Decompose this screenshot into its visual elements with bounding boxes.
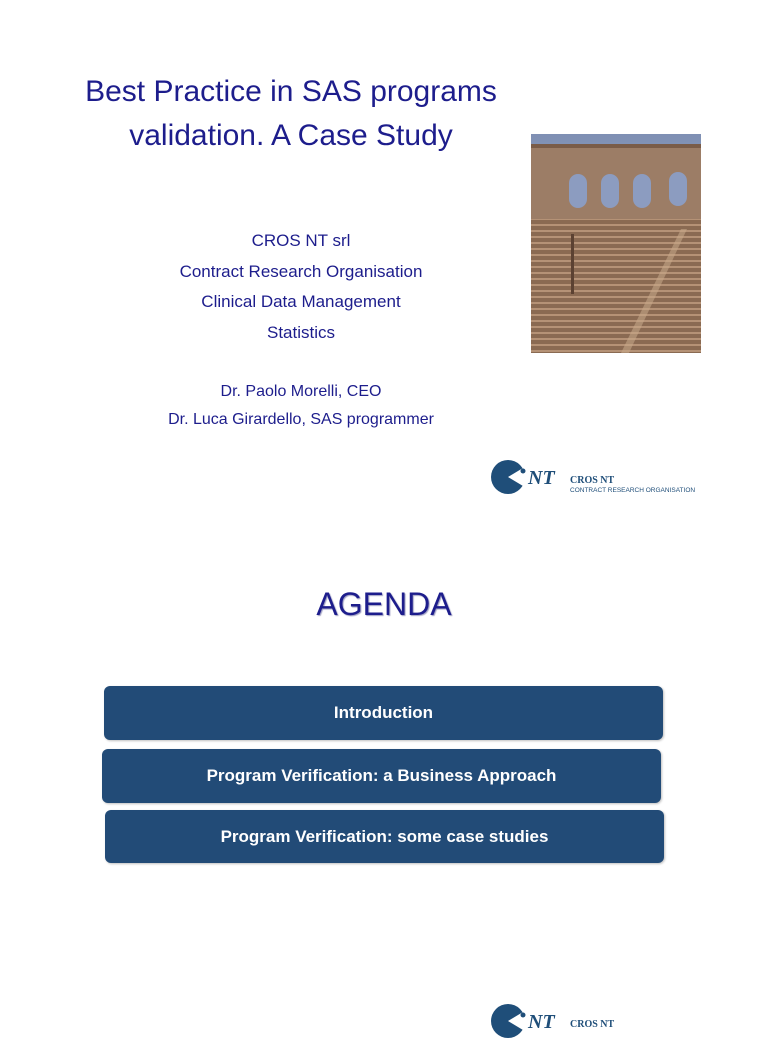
subtitle-line-1: Contract Research Organisation [179,262,423,281]
agenda-item-label: Introduction [333,703,434,722]
subtitle-line-3: Statistics [266,323,336,342]
cros-nt-logo [490,457,700,499]
agenda-item-introduction [104,686,663,740]
slide-title: Best Practice in SAS programs validation. A Case Study [85,75,497,152]
arena-photo [531,134,701,353]
agenda-item-label: Program Verification: some case studies [220,826,549,846]
cros-nt-logo-footer [490,1001,700,1043]
agenda-item-case-studies [105,810,664,863]
agenda-item-label: Program Verification: a Business Approach [206,766,557,785]
agenda-heading: AGENDA [316,586,452,622]
logo-mark-text: NT [528,467,555,489]
company-name: CROS NT srl [251,231,351,250]
logo-mark-text: NT [528,1011,555,1033]
logo-name: CROS NT [570,475,615,486]
author-2: Dr. Luca Girardello, SAS programmer [168,411,434,428]
subtitle-line-2: Clinical Data Management [201,292,401,311]
author-1: Dr. Paolo Morelli, CEO [220,383,382,400]
logo-name: CROS NT [570,1019,615,1030]
agenda-item-business-approach [102,749,661,803]
logo-tagline: CONTRACT RESEARCH ORGANISATION [570,487,696,494]
